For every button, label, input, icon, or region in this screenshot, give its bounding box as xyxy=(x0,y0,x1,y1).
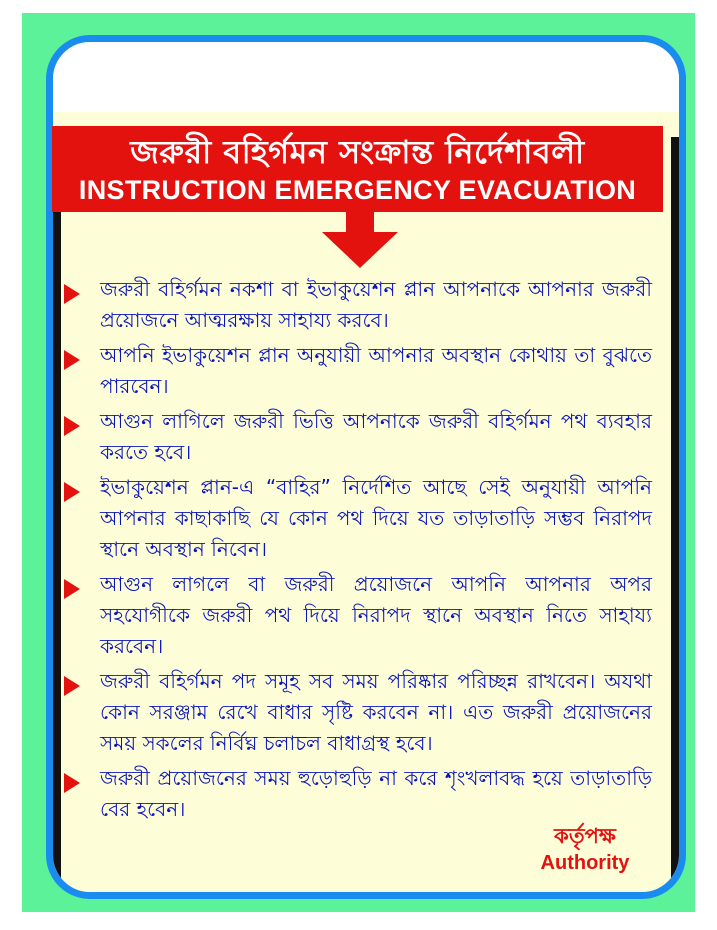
instruction-text: আপনি ইভাকুয়েশন প্লান অনুযায়ী আপনার অবস্থান কোথায় তা বুঝতে পারবেন। xyxy=(100,343,652,398)
instruction-text: জরুরী বহির্গমন পদ সমূহ সব সময় পরিষ্কার পরিচ্ছন্ন রাখবেন। অযথা কোন সরঞ্জাম রেখে বাধার সৃষ্টি করবেন না। এত জরুরী প্রয়োজনের সময় সকলের নির্বিঘ্ন চলাচল বাধাগ্রস্থ হবে। xyxy=(100,669,652,755)
down-arrow-icon xyxy=(322,210,398,268)
bullet-triangle-icon xyxy=(64,482,80,502)
list-item xyxy=(62,666,652,759)
instruction-text: আগুন লাগিলে জরুরী ভিত্তি আপনাকে জরুরী বহির্গমন পথ ব্যবহার করতে হবে। xyxy=(100,409,652,464)
left-edge-stripe xyxy=(53,137,61,892)
list-item xyxy=(62,472,652,565)
instruction-list xyxy=(62,274,652,829)
list-item xyxy=(62,763,652,825)
bullet-triangle-icon xyxy=(64,773,80,793)
right-edge-stripe xyxy=(671,137,679,892)
authority-signature xyxy=(520,822,650,876)
bullet-triangle-icon xyxy=(64,416,80,436)
bullet-triangle-icon xyxy=(64,579,80,599)
list-item xyxy=(62,340,652,402)
instruction-text: জরুরী বহির্গমন নকশা বা ইভাকুয়েশন প্লান আপনাকে আপনার জরুরী প্রয়োজনে আত্মরক্ষায় সাহায্য করবে। xyxy=(100,277,652,332)
bullet-triangle-icon xyxy=(64,284,80,304)
list-item xyxy=(62,406,652,468)
title-english: INSTRUCTION EMERGENCY EVACUATION xyxy=(78,175,637,205)
signature-english: Authority xyxy=(540,852,630,874)
bullet-triangle-icon xyxy=(64,676,80,696)
instruction-text: জরুরী প্রয়োজনের সময় হুড়োহুড়ি না করে শৃংখলাবদ্ধ হয়ে তাড়াতাড়ি বের হবেন। xyxy=(100,766,652,821)
list-item xyxy=(62,569,652,662)
instruction-text: ইভাকুয়েশন প্লান-এ “বাহির” নির্দেশিত আছে সেই অনুযায়ী আপনি আপনার কাছাকাছি যে কোন পথ দিয়ে যত তাড়াতাড়ি সম্ভব নিরাপদ স্থানে অবস্থান নিবেন। xyxy=(100,475,652,561)
signature-bengali: কর্তৃপক্ষ xyxy=(554,824,616,848)
bullet-triangle-icon xyxy=(64,350,80,370)
panel-top-area xyxy=(53,42,679,112)
title-banner xyxy=(52,126,663,212)
list-item xyxy=(62,274,652,336)
instruction-text: আগুন লাগলে বা জরুরী প্রয়োজনে আপনি আপনার অপর সহযোগীকে জরুরী পথ দিয়ে নিরাপদ স্থানে অবস্থান নিতে সাহায্য করবেন। xyxy=(100,572,652,658)
title-bengali: জরুরী বহির্গমন সংক্রান্ত নির্দেশাবলী xyxy=(130,133,585,171)
